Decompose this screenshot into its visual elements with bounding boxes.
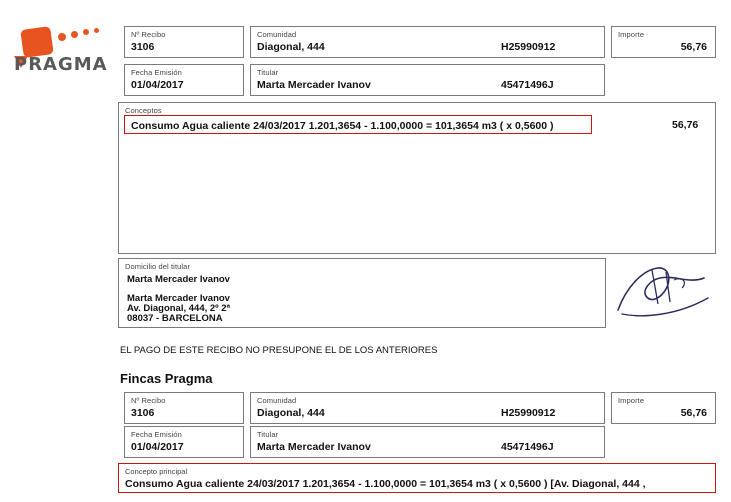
bottom-comunidad-cif: H25990912 <box>501 407 556 419</box>
top-fecha-value: 01/04/2017 <box>131 79 184 91</box>
domicilio-box <box>118 258 606 328</box>
domicilio-label: Domicilio del titular <box>125 262 191 271</box>
logo-dot-icon <box>71 31 78 38</box>
top-comunidad-value: Diagonal, 444 <box>257 41 325 53</box>
top-num-recibo-box <box>124 26 244 58</box>
bottom-importe-value: 56,76 <box>680 407 707 419</box>
top-concepto-highlight <box>124 115 592 134</box>
top-comunidad-cif: H25990912 <box>501 41 556 53</box>
bottom-concepto-principal-highlight <box>118 463 716 493</box>
logo-text: PRAGMA <box>14 54 108 75</box>
top-num-recibo-value: 3106 <box>131 41 155 53</box>
bottom-fecha-label: Fecha Emisión <box>131 430 182 439</box>
logo-dot-icon <box>58 33 66 41</box>
bottom-concepto-principal-text: Consumo Agua caliente 24/03/2017 1.201,3654 - 1.100,0000 = 101,3654 m3 ( x 0,5600 ) [Av. Diagonal, 444 , <box>125 478 646 490</box>
top-fecha-label: Fecha Emisión <box>131 68 182 77</box>
top-conceptos-label: Conceptos <box>125 106 162 115</box>
top-titular-label: Titular <box>257 68 279 77</box>
bottom-fecha-box <box>124 426 244 458</box>
logo-dot-icon <box>83 29 89 35</box>
bottom-concepto-principal-label: Concepto principal <box>125 467 188 476</box>
top-concepto-text: Consumo Agua caliente 24/03/2017 1.201,3654 - 1.100,0000 = 101,3654 m3 ( x 0,5600 ) <box>131 120 554 132</box>
section-title: Fincas Pragma <box>120 371 213 386</box>
bottom-fecha-value: 01/04/2017 <box>131 441 184 453</box>
top-importe-value: 56,76 <box>680 41 707 53</box>
bottom-titular-label: Titular <box>257 430 279 439</box>
bottom-titular-value: Marta Mercader Ivanov <box>257 441 371 453</box>
bottom-num-recibo-box <box>124 392 244 424</box>
top-num-recibo-label: Nº Recibo <box>131 30 166 39</box>
top-importe-label: Importe <box>618 30 645 39</box>
top-titular-dni: 45471496J <box>501 79 554 91</box>
pragma-logo <box>14 28 118 75</box>
top-comunidad-box <box>250 26 605 58</box>
top-titular-box <box>250 64 605 96</box>
bottom-comunidad-label: Comunidad <box>257 396 297 405</box>
top-concepto-importe: 56,76 <box>672 119 699 131</box>
domicilio-line-3: 08037 - BARCELONA <box>127 313 223 324</box>
bottom-importe-label: Importe <box>618 396 645 405</box>
payment-notice: EL PAGO DE ESTE RECIBO NO PRESUPONE EL DE LOS ANTERIORES <box>120 345 438 356</box>
top-importe-box <box>611 26 716 58</box>
bottom-num-recibo-label: Nº Recibo <box>131 396 166 405</box>
domicilio-line-1: Marta Mercader Ivanov <box>127 293 230 304</box>
signature-icon <box>612 258 716 326</box>
logo-dot-icon <box>94 28 99 33</box>
bottom-comunidad-box <box>250 392 605 424</box>
top-titular-value: Marta Mercader Ivanov <box>257 79 371 91</box>
top-comunidad-label: Comunidad <box>257 30 297 39</box>
top-fecha-box <box>124 64 244 96</box>
domicilio-name: Marta Mercader Ivanov <box>127 274 230 285</box>
bottom-titular-dni: 45471496J <box>501 441 554 453</box>
bottom-titular-box <box>250 426 605 458</box>
bottom-importe-box <box>611 392 716 424</box>
bottom-comunidad-value: Diagonal, 444 <box>257 407 325 419</box>
bottom-num-recibo-value: 3106 <box>131 407 155 419</box>
domicilio-line-2: Av. Diagonal, 444, 2º 2ª <box>127 303 231 314</box>
